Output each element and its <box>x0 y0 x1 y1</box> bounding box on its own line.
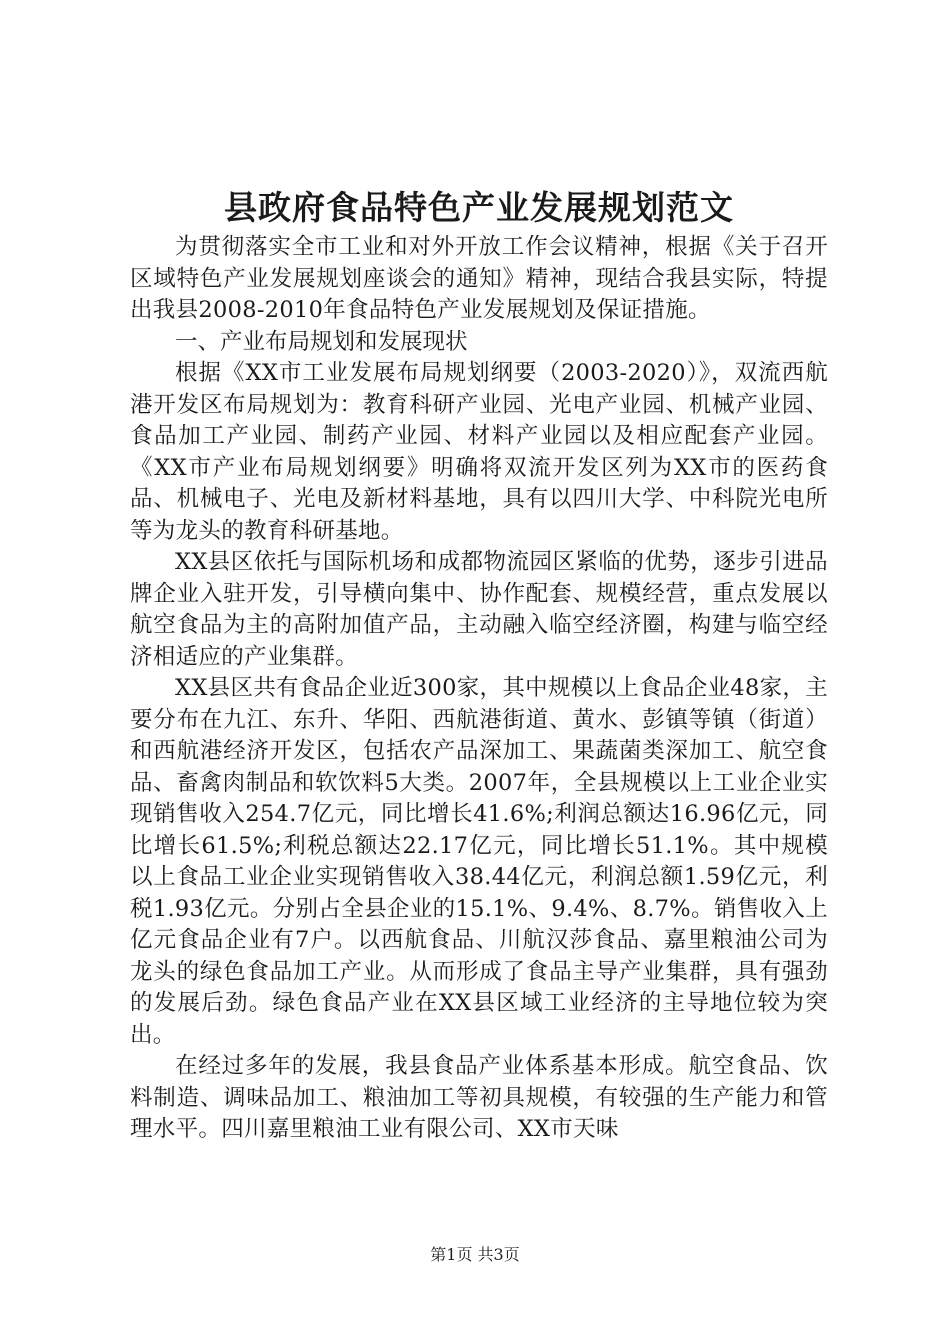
document-title: 县政府食品特色产业发展规划范文 <box>224 188 734 227</box>
paragraph-intro: 为贯彻落实全市工业和对外开放工作会议精神，根据《关于召开区域特色产业发展规划座谈会的通知》精神，现结合我县实际，特提出我县2008-2010年食品特色产业发展规划及保证措施。 <box>130 234 828 323</box>
paragraph-industry-system: 在经过多年的发展，我县食品产业体系基本形成。航空食品、饮料制造、调味品加工、粮油加工等初具规模，有较强的生产能力和管理水平。四川嘉里粮油工业有限公司、XX市天味 <box>130 1053 828 1142</box>
document-page <box>130 186 828 1146</box>
section-heading-1: 一、产业布局规划和发展现状 <box>175 328 468 355</box>
paragraph-airport-advantage: XX县区依托与国际机场和成都物流园区紧临的优势，逐步引进品牌企业入驻开发，引导横向集中、协作配套、规模经营，重点发展以航空食品为主的高附加值产品，主动融入临空经济圈，构建与临空经济相适应的产业集群。 <box>130 549 828 670</box>
paragraph-industry-stats: XX县区共有食品企业近300家，其中规模以上食品企业48家，主要分布在九江、东升、华阳、西航港街道、黄水、彭镇等镇（街道）和西航港经济开发区，包括农产品深加工、果蔬菌类深加工、航空食品、畜禽肉制品和软饮料5大类。2007年，全县规模以上工业企业实现销售收入254.7亿元，同比增长41.6%;利润总额达16.96亿元，同比增长61.5%;利税总额达22.17亿元，同比增长51.1%。其中规模以上食品工业企业实现销售收入38.44亿元，利润总额1.59亿元，利税1.93亿元。分别占全县企业的15.1%、9.4%、8.7%。销售收入上亿元食品企业有7户。以西航食品、川航汉莎食品、嘉里粮油公司为龙头的绿色食品加工产业。从而形成了食品主导产业集群，具有强劲的发展后劲。绿色食品产业在XX县区域工业经济的主导地位较为突出。 <box>130 675 828 1048</box>
paragraph-layout-plan: 根据《XX市工业发展布局规划纲要（2003-2020）》，双流西航港开发区布局规划为：教育科研产业园、光电产业园、机械产业园、食品加工产业园、制药产业园、材料产业园以及相应配套产业园。《XX市产业布局规划纲要》明确将双流开发区列为XX市的医药食品、机械电子、光电及新材料基地，具有以四川大学、中科院光电所等为龙头的教育科研基地。 <box>130 360 828 544</box>
page-number-footer: 第1页 共3页 <box>430 1245 520 1264</box>
